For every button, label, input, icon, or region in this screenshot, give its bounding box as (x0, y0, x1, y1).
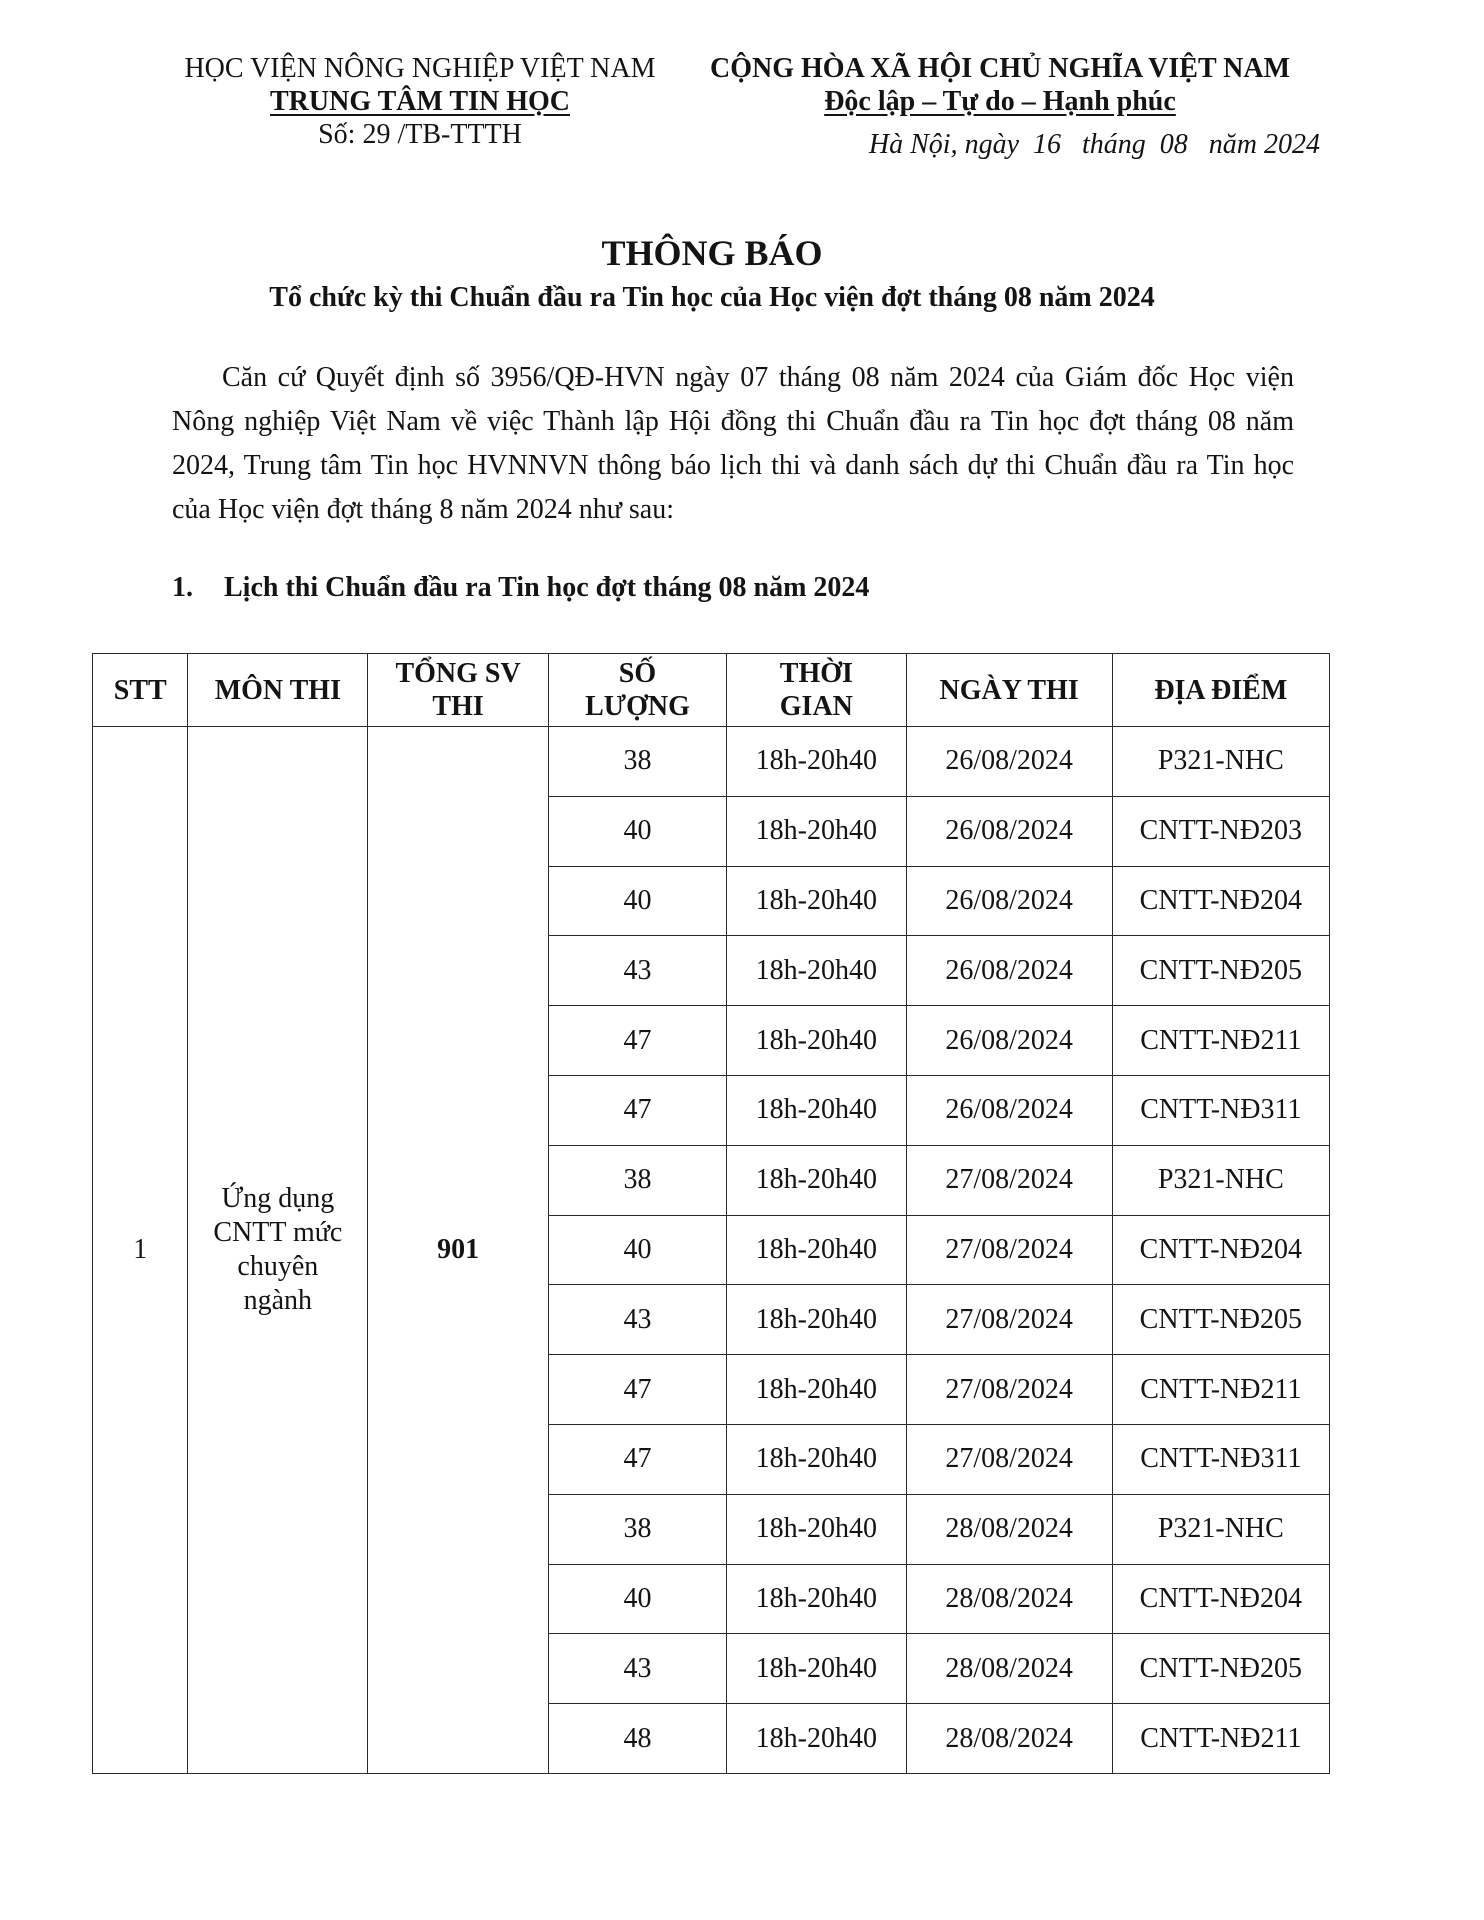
cell-thoi-gian: 18h-20h40 (727, 1424, 907, 1494)
cell-thoi-gian: 18h-20h40 (727, 1704, 907, 1774)
cell-ngay-thi: 28/08/2024 (906, 1634, 1112, 1704)
cell-ngay-thi: 26/08/2024 (906, 796, 1112, 866)
cell-dia-diem: CNTT-NĐ211 (1112, 1006, 1329, 1076)
section-title: Lịch thi Chuẩn đầu ra Tin học đợt tháng 08 năm 2024 (224, 572, 870, 603)
department-name: TRUNG TÂM TIN HỌC (269, 86, 570, 117)
intro-paragraph: Căn cứ Quyết định số 3956/QĐ-HVN ngày 07 tháng 08 năm 2024 của Giám đốc Học viện Nông nghiệp Việt Nam về việc Thành lập Hội đồng thi Chuẩn đầu ra Tin học đợt tháng 08 năm 2024, Trung tâm Tin học HVNNVN thông báo lịch thi và danh sách dự thi Chuẩn đầu ra Tin học của Học viện đợt tháng 8 năm 2024 như sau: (172, 362, 1294, 525)
table-row (93, 727, 1330, 797)
cell-thoi-gian: 18h-20h40 (727, 936, 907, 1006)
cell-thoi-gian: 18h-20h40 (727, 1494, 907, 1564)
cell-thoi-gian: 18h-20h40 (727, 727, 907, 797)
table-body (93, 727, 1330, 1774)
cell-thoi-gian: 18h-20h40 (727, 1215, 907, 1285)
col-header-mon-thi: MÔN THI (188, 654, 368, 727)
cell-ngay-thi: 26/08/2024 (906, 866, 1112, 936)
cell-so-luong: 38 (548, 1145, 726, 1215)
cell-dia-diem: CNTT-NĐ205 (1112, 936, 1329, 1006)
cell-so-luong: 47 (548, 1006, 726, 1076)
cell-ngay-thi: 26/08/2024 (906, 936, 1112, 1006)
cell-thoi-gian: 18h-20h40 (727, 1285, 907, 1355)
col-header-stt: STT (93, 654, 188, 727)
cell-so-luong: 43 (548, 1634, 726, 1704)
cell-so-luong: 38 (548, 727, 726, 797)
header-right (680, 52, 1320, 161)
table-header-row (93, 654, 1330, 727)
place-date: Hà Nội, ngày 16 tháng 08 năm 2024 (868, 129, 1320, 160)
cell-dia-diem: CNTT-NĐ311 (1112, 1424, 1329, 1494)
cell-so-luong: 40 (548, 866, 726, 936)
cell-dia-diem: P321-NHC (1112, 1145, 1329, 1215)
section-heading (172, 572, 869, 604)
cell-so-luong: 47 (548, 1355, 726, 1425)
cell-dia-diem: CNTT-NĐ203 (1112, 796, 1329, 866)
cell-dia-diem: CNTT-NĐ204 (1112, 866, 1329, 936)
cell-dia-diem: P321-NHC (1112, 727, 1329, 797)
col-header-thoi-gian (727, 654, 907, 727)
mon-thi-line: CNTT mức (213, 1216, 343, 1248)
institution-name: HỌC VIỆN NÔNG NGHIỆP VIỆT NAM (184, 53, 656, 84)
cell-ngay-thi: 27/08/2024 (906, 1424, 1112, 1494)
col-header-thoi-gian-line2: GIAN (779, 691, 853, 722)
cell-dia-diem: CNTT-NĐ211 (1112, 1704, 1329, 1774)
cell-stt: 1 (93, 727, 188, 1774)
cell-ngay-thi: 26/08/2024 (906, 727, 1112, 797)
cell-so-luong: 48 (548, 1704, 726, 1774)
cell-ngay-thi: 28/08/2024 (906, 1704, 1112, 1774)
cell-thoi-gian: 18h-20h40 (727, 796, 907, 866)
col-header-so-luong-line1: SỐ (618, 658, 657, 689)
cell-mon-thi (188, 727, 368, 1774)
cell-thoi-gian: 18h-20h40 (727, 1006, 907, 1076)
col-header-dia-diem: ĐỊA ĐIỂM (1112, 654, 1329, 727)
col-header-tong-sv-line1: TỔNG SV (395, 658, 521, 689)
cell-dia-diem: CNTT-NĐ204 (1112, 1215, 1329, 1285)
cell-dia-diem: CNTT-NĐ205 (1112, 1634, 1329, 1704)
cell-dia-diem: CNTT-NĐ204 (1112, 1564, 1329, 1634)
cell-ngay-thi: 27/08/2024 (906, 1215, 1112, 1285)
cell-ngay-thi: 26/08/2024 (906, 1006, 1112, 1076)
col-header-thoi-gian-line1: THỜI (779, 658, 853, 689)
cell-ngay-thi: 27/08/2024 (906, 1285, 1112, 1355)
exam-schedule-table (92, 653, 1330, 1774)
cell-dia-diem: CNTT-NĐ205 (1112, 1285, 1329, 1355)
cell-ngay-thi: 27/08/2024 (906, 1145, 1112, 1215)
cell-thoi-gian: 18h-20h40 (727, 866, 907, 936)
cell-ngay-thi: 28/08/2024 (906, 1494, 1112, 1564)
cell-ngay-thi: 27/08/2024 (906, 1355, 1112, 1425)
col-header-tong-sv (368, 654, 549, 727)
cell-so-luong: 47 (548, 1424, 726, 1494)
cell-thoi-gian: 18h-20h40 (727, 1075, 907, 1145)
cell-thoi-gian: 18h-20h40 (727, 1564, 907, 1634)
cell-dia-diem: CNTT-NĐ211 (1112, 1355, 1329, 1425)
page-subtitle: Tổ chức kỳ thi Chuẩn đầu ra Tin học của Học viện đợt tháng 08 năm 2024 (269, 282, 1155, 313)
cell-thoi-gian: 18h-20h40 (727, 1145, 907, 1215)
cell-thoi-gian: 18h-20h40 (727, 1355, 907, 1425)
document-number: Số: 29 /TB-TTTH (318, 119, 522, 150)
header-left (160, 52, 680, 151)
cell-so-luong: 40 (548, 1564, 726, 1634)
cell-so-luong: 38 (548, 1494, 726, 1564)
section-number: 1. (172, 572, 193, 603)
nation-name: CỘNG HÒA XÃ HỘI CHỦ NGHĨA VIỆT NAM (709, 53, 1291, 84)
cell-so-luong: 43 (548, 936, 726, 1006)
cell-thoi-gian: 18h-20h40 (727, 1634, 907, 1704)
cell-so-luong: 40 (548, 1215, 726, 1285)
mon-thi-line: ngành (243, 1284, 313, 1316)
col-header-tong-sv-line2: THI (432, 691, 484, 722)
cell-ngay-thi: 26/08/2024 (906, 1075, 1112, 1145)
col-header-so-luong-line2: LƯỢNG (585, 691, 690, 722)
cell-so-luong: 40 (548, 796, 726, 866)
col-header-ngay-thi: NGÀY THI (906, 654, 1112, 727)
page-title: THÔNG BÁO (601, 233, 823, 273)
cell-so-luong: 43 (548, 1285, 726, 1355)
cell-dia-diem: P321-NHC (1112, 1494, 1329, 1564)
mon-thi-line: Ứng dụng (221, 1182, 335, 1214)
cell-so-luong: 47 (548, 1075, 726, 1145)
col-header-so-luong (548, 654, 726, 727)
national-motto: Độc lập – Tự do – Hạnh phúc (824, 86, 1176, 117)
cell-tong-sv: 901 (368, 727, 549, 1774)
cell-ngay-thi: 28/08/2024 (906, 1564, 1112, 1634)
mon-thi-line: chuyên (237, 1250, 319, 1282)
cell-dia-diem: CNTT-NĐ311 (1112, 1075, 1329, 1145)
